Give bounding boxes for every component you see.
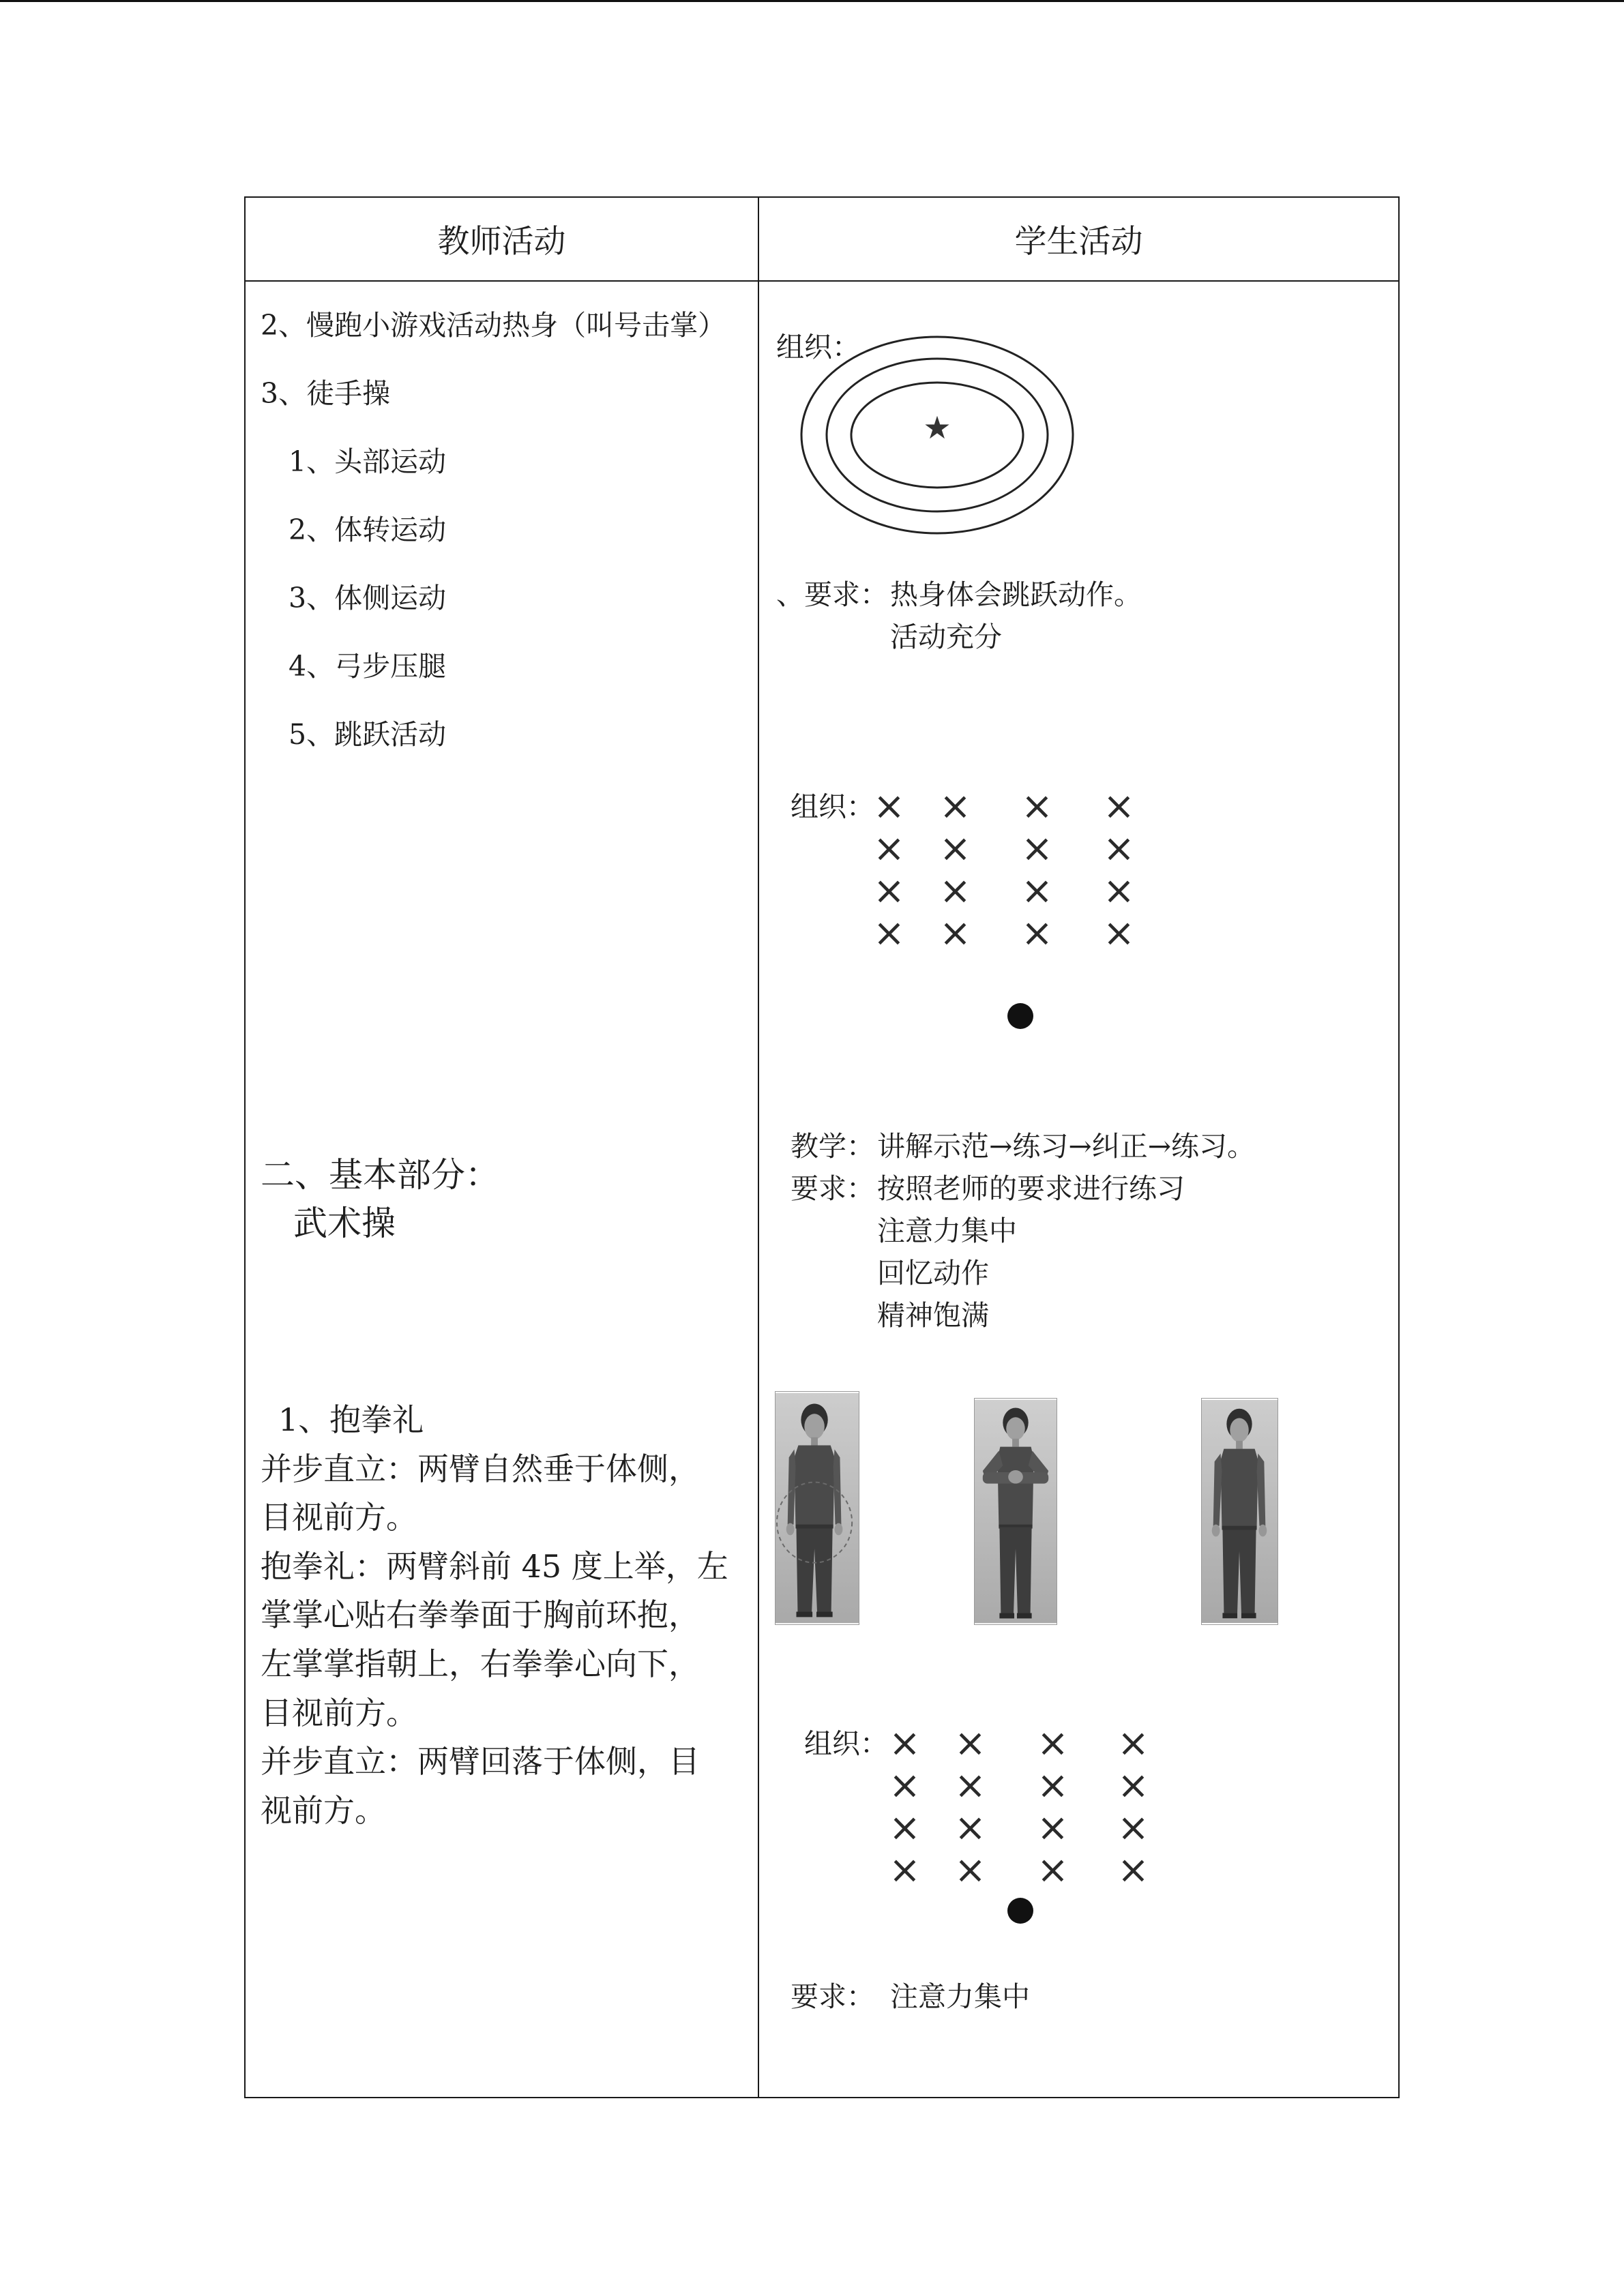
formation-mark: × — [873, 869, 905, 913]
exercise-item-5: 5、跳跃活动 — [289, 718, 447, 751]
teaching-text: 讲解示范→练习→纠正→练习。 — [877, 1130, 1256, 1163]
formation-mark: × — [873, 911, 905, 955]
formation-mark: × — [1117, 1721, 1149, 1765]
final-requirement — [791, 1976, 1030, 2018]
warmup-requirement-line: 热身体会跳跃动作。 — [890, 578, 1142, 611]
page-top-rule — [0, 0, 1624, 2]
salute-photo-1 — [775, 1391, 859, 1625]
formation-mark: × — [1021, 911, 1053, 955]
warmup-item-jog-game: 2、慢跑小游戏活动热身（叫号击掌） — [261, 309, 726, 342]
salute-line: 掌掌心贴右拳拳面于胸前环抱， — [261, 1596, 700, 1634]
basic-part-subtitle: 武术操 — [293, 1204, 396, 1243]
formation-mark: × — [954, 1806, 986, 1850]
formation-mark: × — [1117, 1806, 1149, 1850]
formation-mark: × — [954, 1763, 986, 1808]
warmup-requirement-lines — [890, 573, 1142, 658]
formation-mark: × — [1103, 784, 1135, 829]
formation-mark: × — [1037, 1721, 1069, 1765]
formation-mark: × — [939, 784, 971, 829]
center-star-icon: ★ — [923, 409, 951, 446]
salute-line: 并步直立：两臂回落于体侧，目 — [261, 1743, 700, 1780]
salute-line: 抱拳礼：两臂斜前 45 度上举，左 — [261, 1547, 728, 1585]
formation-mark: × — [1117, 1763, 1149, 1808]
formation-mark: × — [873, 826, 905, 871]
teaching-block — [791, 1125, 1255, 1337]
warmup-requirement-line: 活动充分 — [890, 621, 1002, 653]
salute-photo-3 — [1201, 1398, 1278, 1625]
requirements-row — [791, 1167, 1255, 1337]
warmup-requirement — [776, 573, 1142, 658]
teaching-label: 教学： — [791, 1130, 874, 1163]
teacher-position-dot — [1007, 1003, 1033, 1029]
header-divider — [244, 280, 1400, 282]
salute-title: 1、抱拳礼 — [278, 1401, 424, 1438]
formation-mark: × — [889, 1806, 921, 1850]
salute-line: 目视前方。 — [261, 1499, 417, 1536]
formation-mark: × — [1103, 911, 1135, 955]
requirement-item: 按照老师的要求进行练习 — [877, 1172, 1185, 1205]
header-student-activity: 学生活动 — [1014, 223, 1143, 260]
formation-mark: × — [889, 1848, 921, 1892]
requirement-item: 精神饱满 — [877, 1299, 989, 1332]
formation-mark: × — [889, 1763, 921, 1808]
formation-mark: × — [873, 784, 905, 829]
formation-mark: × — [1021, 826, 1053, 871]
formation-mark: × — [939, 869, 971, 913]
exercise-item-4: 4、弓步压腿 — [289, 650, 447, 683]
salute-line: 目视前方。 — [261, 1694, 417, 1731]
formation-mark: × — [1103, 869, 1135, 913]
formation-2-grid — [889, 1723, 1153, 1892]
warmup-item-freehand: 3、徒手操 — [261, 377, 391, 410]
requirements-list — [877, 1167, 1185, 1337]
exercise-item-3: 3、体侧运动 — [289, 582, 447, 614]
final-requirement-text: 注意力集中 — [890, 1980, 1030, 2013]
exercise-item-1: 1、头部运动 — [289, 445, 447, 478]
formation-mark: × — [1117, 1848, 1149, 1892]
teacher-position-dot — [1007, 1898, 1033, 1924]
formation-mark: × — [1037, 1763, 1069, 1808]
salute-line: 左掌掌指朝上，右拳拳心向下， — [261, 1645, 700, 1682]
header-teacher-activity: 教师活动 — [437, 223, 566, 260]
formation-mark: × — [1037, 1848, 1069, 1892]
exercise-item-2: 2、体转运动 — [289, 513, 447, 546]
salute-section — [261, 1396, 728, 1835]
formation-mark: × — [954, 1848, 986, 1892]
requirements-label: 要求： — [791, 1172, 874, 1205]
formation-mark: × — [939, 911, 971, 955]
column-divider — [758, 196, 759, 2098]
basic-part-title: 二、基本部分： — [261, 1155, 499, 1195]
formation-2-label: 组织： — [804, 1727, 888, 1760]
warmup-requirement-label: 、要求： — [776, 578, 888, 611]
formation-mark: × — [889, 1721, 921, 1765]
requirement-item: 回忆动作 — [877, 1257, 989, 1289]
salute-photo-2 — [974, 1398, 1057, 1625]
formation-mark: × — [1037, 1806, 1069, 1850]
salute-line: 视前方。 — [261, 1791, 386, 1829]
formation-mark: × — [1021, 869, 1053, 913]
final-requirement-label: 要求： — [791, 1980, 874, 2013]
basic-part-section — [261, 1151, 499, 1248]
formation-mark: × — [1103, 826, 1135, 871]
formation-mark: × — [939, 826, 971, 871]
formation-1-label: 组织： — [791, 790, 874, 823]
formation-mark: × — [1021, 784, 1053, 829]
formation-mark: × — [954, 1721, 986, 1765]
warmup-org-label: 组织： — [776, 331, 860, 363]
salute-line: 并步直立：两臂自然垂于体侧， — [261, 1450, 700, 1487]
requirement-item: 注意力集中 — [877, 1214, 1017, 1247]
teacher-warmup-list — [261, 291, 726, 769]
teaching-row — [791, 1125, 1255, 1167]
formation-1-grid — [873, 786, 1138, 955]
